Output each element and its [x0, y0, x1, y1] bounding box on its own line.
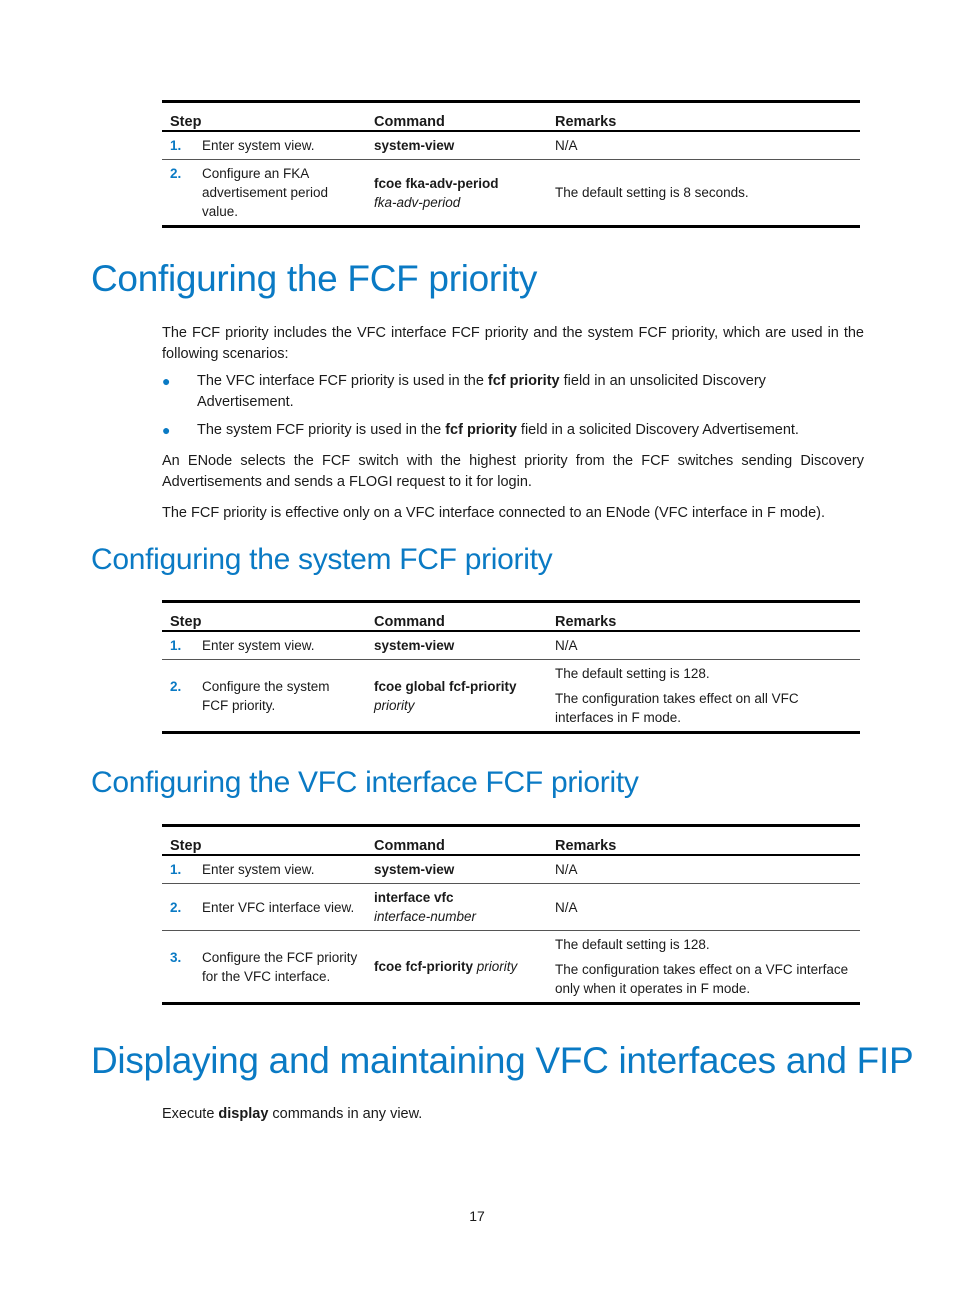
step-description: Configure the system FCF priority. — [202, 678, 330, 713]
enode-paragraph: An ENode selects the FCF switch with the highest priority from the FCF switches sending Discovery Advertisements and sends a FLOGI request to it for login. — [162, 453, 864, 490]
step-description: Configure the FCF priority for the VFC interface. — [202, 949, 358, 984]
bullet-dot-icon: ● — [162, 373, 171, 389]
step-number: 2. — [170, 166, 182, 181]
table-header-row — [162, 102, 860, 132]
column-header: Remarks — [555, 838, 617, 854]
bullet-item: ● The system FCF priority is used in the fcf priority field in a solicited Discovery Advertisement. — [197, 420, 864, 441]
command-keyword: fcoe fcf-priority — [374, 959, 474, 974]
remark-text: N/A — [555, 638, 578, 653]
intro-paragraph: The FCF priority includes the VFC interface FCF priority and the system FCF priority, which are used in the following scenarios: — [162, 325, 864, 362]
command-keyword: interface vfc — [374, 890, 454, 905]
table-row — [162, 660, 860, 733]
table-header-row — [162, 602, 860, 632]
section-title-system-fcf-priority: Configuring the system FCF priority — [91, 543, 553, 576]
step-description: Configure an FKA advertisement period value. — [202, 166, 329, 219]
remark-text: N/A — [555, 138, 578, 153]
column-header: Step — [170, 614, 202, 630]
vfc-fcf-table — [162, 824, 860, 1005]
remarks-cell — [547, 160, 860, 227]
remark-text: N/A — [555, 862, 578, 877]
remark-text: The configuration takes effect on a VFC interface only when it operates in F mode. — [555, 962, 849, 996]
command-argument: priority — [374, 697, 415, 713]
table-row — [162, 631, 860, 660]
command-argument: fka-adv-period — [374, 194, 461, 210]
display-paragraph: Execute display commands in any view. — [162, 1106, 423, 1122]
command-cell — [366, 931, 547, 1004]
remark-text: The configuration takes effect on all VFC interfaces in F mode. — [555, 691, 799, 725]
command-keyword: system-view — [374, 862, 455, 877]
step-cell — [162, 931, 366, 1004]
table-header-row — [162, 826, 860, 856]
remarks-cell — [547, 931, 860, 1004]
page-number: 17 — [469, 1208, 485, 1224]
step-number: 1. — [170, 138, 182, 153]
step-number: 2. — [170, 678, 182, 694]
command-cell — [366, 131, 547, 160]
column-header: Remarks — [555, 114, 617, 130]
remark-text: The default setting is 8 seconds. — [555, 185, 749, 200]
bullet-dot-icon: ● — [162, 422, 171, 438]
remarks-cell — [547, 131, 860, 160]
command-keyword: fcoe fka-adv-period — [374, 175, 499, 191]
step-cell — [162, 131, 366, 160]
system-fcf-table-container — [162, 600, 860, 734]
step-cell — [162, 884, 366, 931]
section-title-vfc-fcf-priority: Configuring the VFC interface FCF priority — [91, 766, 639, 799]
fka-period-table — [162, 100, 860, 228]
column-header: Step — [170, 838, 202, 854]
table-row — [162, 160, 860, 227]
remarks-cell — [547, 631, 860, 660]
section-title-displaying-maintaining: Displaying and maintaining VFC interfaces and FIP — [91, 1040, 914, 1081]
vfc-fcf-table-container — [162, 824, 860, 1005]
command-keyword: system-view — [374, 138, 455, 153]
remark-text: The default setting is 128. — [555, 666, 710, 681]
column-header: Step — [170, 114, 202, 130]
command-keyword: system-view — [374, 638, 455, 653]
command-argument: priority — [476, 959, 518, 974]
column-header: Command — [374, 114, 445, 130]
step-cell — [162, 855, 366, 884]
step-description: Enter system view. — [202, 862, 315, 877]
remarks-cell — [547, 855, 860, 884]
step-cell — [162, 160, 366, 227]
section-title-fcf-priority: Configuring the FCF priority — [91, 258, 538, 299]
remark-text: N/A — [555, 899, 578, 915]
command-cell — [366, 660, 547, 733]
remarks-cell — [547, 884, 860, 931]
step-cell — [162, 660, 366, 733]
fka-period-table-container — [162, 100, 860, 228]
effective-paragraph: The FCF priority is effective only on a VFC interface connected to an ENode (VFC interface in F mode). — [162, 505, 825, 521]
bullet-item: ● The VFC interface FCF priority is used in the fcf priority field in an unsolicited Discovery Advertisement. — [162, 373, 766, 410]
step-cell — [162, 631, 366, 660]
command-argument: interface-number — [374, 909, 477, 924]
command-cell — [366, 855, 547, 884]
step-description: Enter system view. — [202, 638, 315, 653]
remarks-cell — [547, 660, 860, 733]
step-description: Enter system view. — [202, 138, 315, 153]
column-header: Command — [374, 614, 445, 630]
step-number: 2. — [170, 899, 182, 915]
step-number: 3. — [170, 949, 182, 965]
column-header: Remarks — [555, 614, 617, 630]
remark-text: The default setting is 128. — [555, 937, 710, 952]
step-number: 1. — [170, 862, 182, 877]
system-fcf-table — [162, 600, 860, 734]
column-header: Command — [374, 838, 445, 854]
table-row — [162, 931, 860, 1004]
step-description: Enter VFC interface view. — [202, 899, 355, 915]
command-cell — [366, 631, 547, 660]
table-row — [162, 855, 860, 884]
step-number: 1. — [170, 638, 182, 653]
table-row — [162, 131, 860, 160]
command-keyword: fcoe global fcf-priority — [374, 678, 517, 694]
command-cell — [366, 884, 547, 931]
command-cell — [366, 160, 547, 227]
table-row — [162, 884, 860, 931]
